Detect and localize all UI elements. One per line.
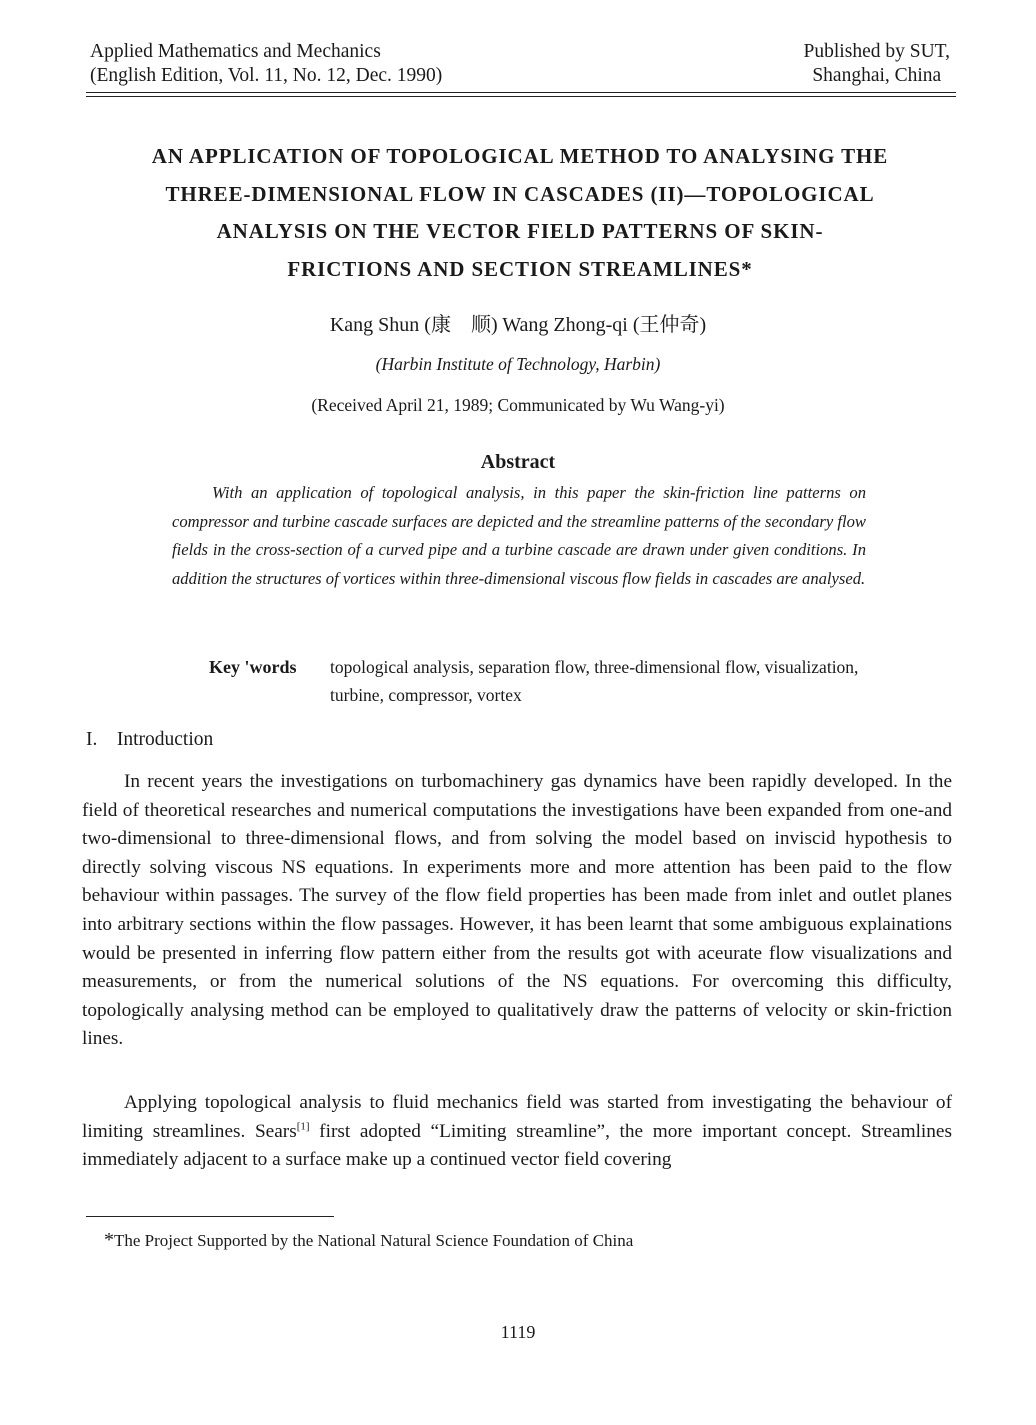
journal-name: Applied Mathematics and Mechanics xyxy=(90,41,381,62)
footnote-mark: * xyxy=(104,1229,114,1251)
received-date: (Received April 21, 1989; Communicated by Wu Wang-yi) xyxy=(311,395,725,415)
citation-ref[interactable]: [1] xyxy=(296,1120,310,1133)
header-rule-bottom xyxy=(86,96,956,97)
journal-header xyxy=(90,40,442,88)
paragraph-text: first adopted “Limiting streamline”, the more important concept. Streamlines immediately adjacent to a surface make up a continued vector field covering xyxy=(82,1120,952,1171)
paper-title xyxy=(100,138,940,288)
title-line-4: FRICTIONS AND SECTION STREAMLINES* xyxy=(287,256,753,281)
footnote-rule xyxy=(86,1216,334,1217)
authors: Kang Shun (康 顺) Wang Zhong-qi (王仲奇) xyxy=(329,314,707,336)
section-heading: I. Introduction xyxy=(86,729,214,750)
title-line-1: AN APPLICATION OF TOPOLOGICAL METHOD TO ANALYSING THE xyxy=(151,144,889,168)
intro-paragraph-1: In recent years the investigations on turbomachinery gas dynamics have been rapidly developed. In the field of theoretical researches and numerical computations the investigations have been expanded from one-and two-dimensional to three-dimensional flows, and from solving the model based on inviscid hypothesis to directly solving viscous NS equations. In experiments more and more attention has been paid to the flow behaviour within passages. The survey of the flow field properties has been made from inlet and outlet planes into arbitrary sections within the flow passages. However, it has been learnt that some ambiguous explainations would be presented in inferring flow pattern either from the results got with aceurate flow visualizations and measurements, or from the numerical solutions of the NS equations. For overcoming this difficulty, topologically analysing method can be employed to qualitatively draw the patterns of velocity or skin-friction lines. xyxy=(82,771,952,1050)
abstract-text: With an application of topological analysis, in this paper the skin-friction line patterns on compressor and turbine cascade surfaces are depicted and the streamline patterns of the secondary flow fields in the cross-section of a curved pipe and a turbine cascade are drawn under given conditions. In addition the structures of vortices within three-dimensional viscous flow fields in cascades are analysed. xyxy=(172,483,866,588)
journal-edition: (English Edition, Vol. 11, No. 12, Dec. 1990) xyxy=(90,65,443,86)
header-rule-top xyxy=(86,92,956,93)
footnote-text: The Project Supported by the National Natural Science Foundation of China xyxy=(114,1231,634,1250)
paragraph-text: Applying topological analysis to fluid mechanics field was started from investigating the behaviour of limiting streamlines. Sears xyxy=(82,1092,952,1142)
publisher-header xyxy=(804,40,950,88)
publisher-location: Shanghai, China xyxy=(812,65,942,86)
intro-paragraph-2 xyxy=(82,1089,952,1175)
page-number: 1119 xyxy=(500,1322,536,1342)
abstract-heading: Abstract xyxy=(480,451,556,473)
keywords-text: topological analysis, separation flow, three-dimensional flow, visualization, turbine, compressor, vortex xyxy=(330,657,859,705)
publisher-name: Published by SUT, xyxy=(803,41,950,62)
title-line-2: THREE-DIMENSIONAL FLOW IN CASCADES (II)—TOPOLOGICAL xyxy=(165,181,875,206)
footnote xyxy=(104,1228,633,1253)
keywords-label: Key 'words xyxy=(209,657,297,677)
affiliation: (Harbin Institute of Technology, Harbin) xyxy=(375,354,661,374)
title-line-3: ANALYSIS ON THE VECTOR FIELD PATTERNS OF SKIN- xyxy=(216,219,824,243)
